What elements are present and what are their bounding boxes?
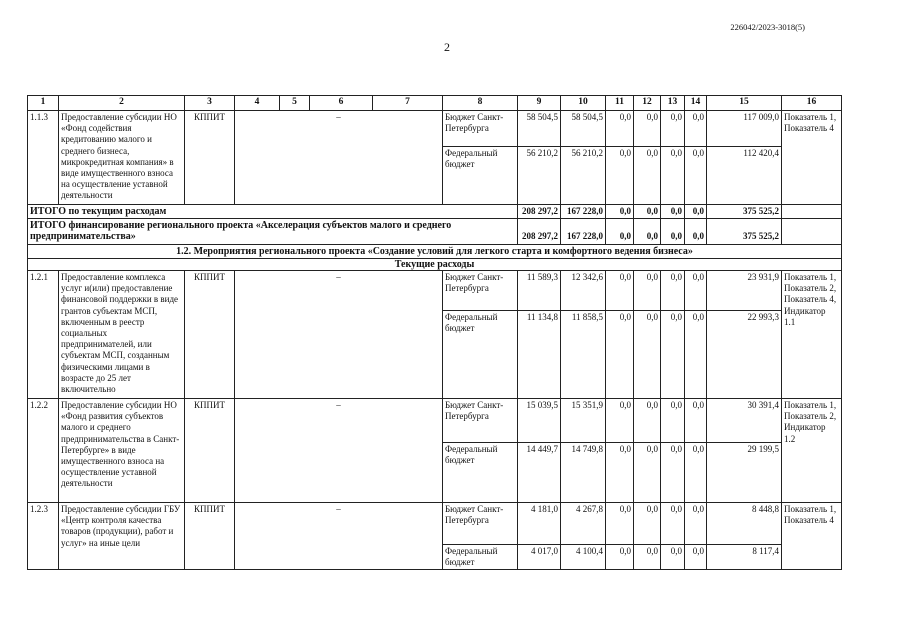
value-cell: 11 858,5 [561, 311, 606, 399]
value-cell: 0,0 [606, 147, 634, 205]
value-cell: 167 228,0 [561, 205, 606, 219]
budget-table [27, 95, 842, 570]
page-number: 2 [444, 40, 450, 54]
value-cell: 0,0 [661, 111, 685, 147]
value-cell: 0,0 [606, 503, 634, 545]
column-header: 4 [235, 96, 280, 111]
value-cell: 0,0 [661, 503, 685, 545]
value-cell: 0,0 [634, 219, 661, 244]
value-cell: 0,0 [634, 503, 661, 545]
value-cell: 4 181,0 [518, 503, 561, 545]
value-cell: 167 228,0 [561, 219, 606, 244]
item-number: 1.2.2 [28, 399, 59, 503]
item-number: 1.2.3 [28, 503, 59, 570]
subsection-title: Текущие расходы [28, 258, 842, 270]
executor: КППИТ [185, 271, 235, 399]
value-cell: 0,0 [634, 311, 661, 399]
value-cell: 0,0 [634, 205, 661, 219]
column-header: 14 [685, 96, 707, 111]
value-cell: 11 134,8 [518, 311, 561, 399]
value-cell: 22 993,3 [707, 311, 782, 399]
value-cell: 29 199,5 [707, 443, 782, 503]
total-row [28, 205, 842, 219]
total-label: ИТОГО по текущим расходам [28, 205, 518, 219]
section-title: 1.2. Мероприятия регионального проекта «Создание условий для легкого старта и комфортного ведения бизнеса» [28, 244, 842, 258]
value-cell: 56 210,2 [561, 147, 606, 205]
empty-dash: – [235, 399, 443, 503]
funding-source: Федеральный бюджет [443, 147, 518, 205]
value-cell: 0,0 [685, 443, 707, 503]
value-cell: 4 100,4 [561, 545, 606, 570]
indicator-notes: Показатель 1, Показатель 4 [782, 503, 842, 570]
funding-source: Бюджет Санкт-Петербурга [443, 271, 518, 311]
value-cell: 4 017,0 [518, 545, 561, 570]
item-description: Предоставление субсидии НО «Фонд развития субъектов малого и среднего предпринимательства в Санкт-Петербурге» в виде имущественного взноса на осуществление уставной деятельности [59, 399, 185, 503]
indicator-notes: Показатель 1, Показатель 2, Показатель 4, Индикатор 1.1 [782, 271, 842, 399]
executor: КППИТ [185, 111, 235, 205]
table-row [28, 271, 842, 311]
document-number: 226042/2023-3018(5) [730, 22, 805, 32]
value-cell: 0,0 [606, 205, 634, 219]
value-cell: 58 504,5 [518, 111, 561, 147]
value-cell: 0,0 [685, 147, 707, 205]
total-row [28, 219, 842, 244]
value-cell: 112 420,4 [707, 147, 782, 205]
funding-source: Бюджет Санкт-Петербурга [443, 111, 518, 147]
column-header: 7 [373, 96, 443, 111]
column-header: 3 [185, 96, 235, 111]
value-cell: 117 009,0 [707, 111, 782, 147]
funding-source: Бюджет Санкт-Петербурга [443, 503, 518, 545]
value-cell: 0,0 [606, 219, 634, 244]
column-header: 12 [634, 96, 661, 111]
value-cell: 8 448,8 [707, 503, 782, 545]
column-header: 8 [443, 96, 518, 111]
executor: КППИТ [185, 399, 235, 503]
value-cell: 0,0 [685, 311, 707, 399]
value-cell: 0,0 [606, 443, 634, 503]
value-cell: 0,0 [685, 219, 707, 244]
value-cell: 0,0 [685, 399, 707, 443]
column-header: 15 [707, 96, 782, 111]
table-row [28, 111, 842, 147]
value-cell: 375 525,2 [707, 219, 782, 244]
value-cell: 0,0 [606, 271, 634, 311]
table-row [28, 503, 842, 545]
value-cell: 208 297,2 [518, 205, 561, 219]
value-cell: 375 525,2 [707, 205, 782, 219]
value-cell: 0,0 [606, 311, 634, 399]
item-number: 1.2.1 [28, 271, 59, 399]
value-cell: 30 391,4 [707, 399, 782, 443]
funding-source: Федеральный бюджет [443, 311, 518, 399]
column-header: 16 [782, 96, 842, 111]
value-cell: 0,0 [634, 443, 661, 503]
value-cell: 0,0 [661, 219, 685, 244]
column-number-row [28, 96, 842, 111]
value-cell: 0,0 [606, 545, 634, 570]
funding-source: Федеральный бюджет [443, 545, 518, 570]
value-cell: 0,0 [661, 205, 685, 219]
executor: КППИТ [185, 503, 235, 570]
column-header: 1 [28, 96, 59, 111]
value-cell: 0,0 [634, 545, 661, 570]
section-row [28, 244, 842, 258]
table-row [28, 399, 842, 443]
column-header: 2 [59, 96, 185, 111]
value-cell: 0,0 [685, 111, 707, 147]
value-cell: 0,0 [661, 443, 685, 503]
value-cell: 14 449,7 [518, 443, 561, 503]
funding-source: Бюджет Санкт-Петербурга [443, 399, 518, 443]
value-cell: 8 117,4 [707, 545, 782, 570]
value-cell: 15 351,9 [561, 399, 606, 443]
value-cell: 0,0 [634, 399, 661, 443]
item-description: Предоставление комплекса услуг и(или) предоставление финансовой поддержки в виде грантов субъектам МСП, включенным в реестр социальных предпринимателей, или субъектам МСП, созданным физическими лицами в возрасте до 25 лет включительно [59, 271, 185, 399]
item-description: Предоставление субсидии НО «Фонд содействия кредитованию малого и среднего бизнеса, микрокредитная компания» в виде имущественного взноса на осуществление уставной деятельности [59, 111, 185, 205]
value-cell: 208 297,2 [518, 219, 561, 244]
empty-dash: – [235, 111, 443, 205]
value-cell: 23 931,9 [707, 271, 782, 311]
value-cell: 0,0 [661, 311, 685, 399]
value-cell: 0,0 [661, 399, 685, 443]
value-cell: 0,0 [685, 271, 707, 311]
column-header: 9 [518, 96, 561, 111]
total-label: ИТОГО финансирование регионального проекта «Акселерация субъектов малого и среднего предпринимательства» [28, 219, 518, 244]
funding-source: Федеральный бюджет [443, 443, 518, 503]
value-cell: 0,0 [661, 147, 685, 205]
value-cell: 0,0 [606, 111, 634, 147]
value-cell: 0,0 [634, 271, 661, 311]
column-header: 5 [280, 96, 310, 111]
value-cell: 14 749,8 [561, 443, 606, 503]
value-cell: 11 589,3 [518, 271, 561, 311]
value-cell: 4 267,8 [561, 503, 606, 545]
value-cell: 0,0 [685, 545, 707, 570]
column-header: 10 [561, 96, 606, 111]
value-cell: 15 039,5 [518, 399, 561, 443]
column-header: 13 [661, 96, 685, 111]
value-cell: 0,0 [634, 111, 661, 147]
column-header: 6 [310, 96, 373, 111]
column-header: 11 [606, 96, 634, 111]
item-number: 1.1.3 [28, 111, 59, 205]
value-cell: 58 504,5 [561, 111, 606, 147]
subsection-row [28, 258, 842, 270]
value-cell: 12 342,6 [561, 271, 606, 311]
value-cell: 0,0 [661, 271, 685, 311]
value-cell: 0,0 [634, 147, 661, 205]
empty-dash: – [235, 271, 443, 399]
indicator-notes: Показатель 1, Показатель 2, Индикатор 1.2 [782, 399, 842, 503]
indicator-notes: Показатель 1, Показатель 4 [782, 111, 842, 205]
value-cell: 56 210,2 [518, 147, 561, 205]
value-cell: 0,0 [606, 399, 634, 443]
value-cell: 0,0 [685, 503, 707, 545]
item-description: Предоставление субсидии ГБУ «Центр контроля качества товаров (продукции), работ и услуг» на иные цели [59, 503, 185, 570]
value-cell: 0,0 [685, 205, 707, 219]
empty-dash: – [235, 503, 443, 570]
value-cell: 0,0 [661, 545, 685, 570]
